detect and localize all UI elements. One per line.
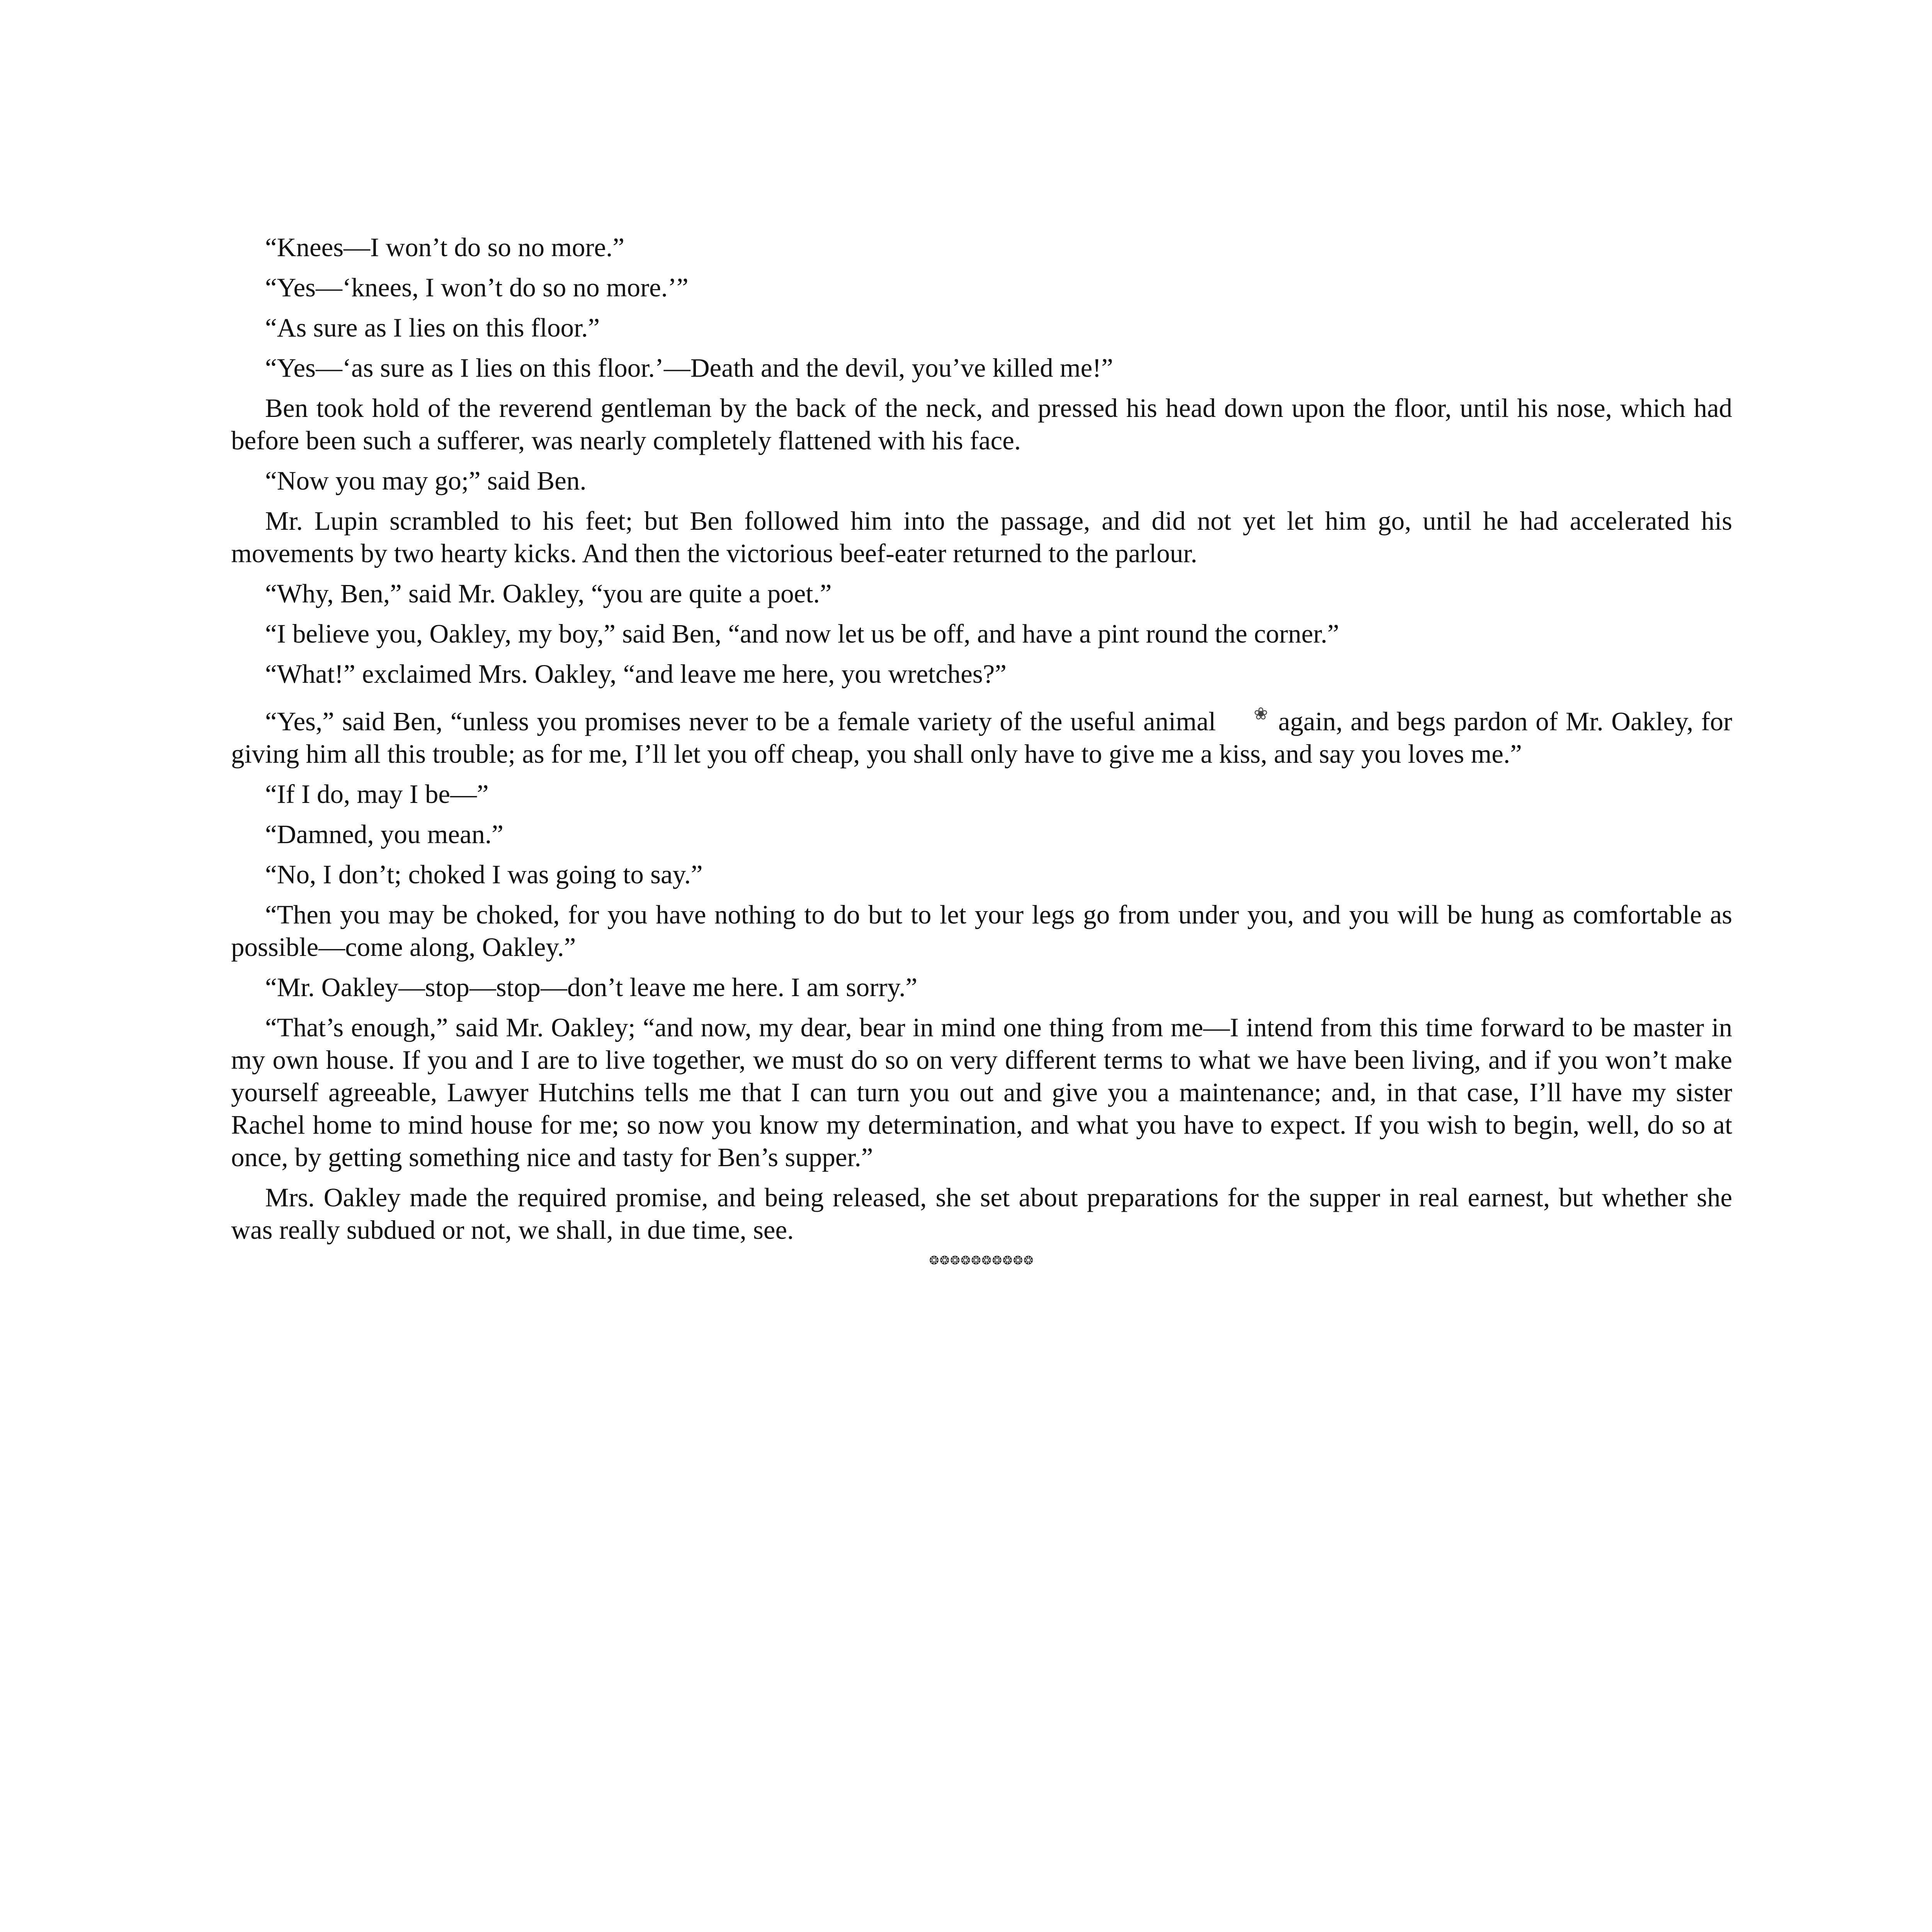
paragraph: “Now you may go;” said Ben. xyxy=(265,466,587,495)
paragraph: “That’s enough,” said Mr. Oakley; “and now, my dear, bear in mind one thing from me—I intend from this time forward to be master in my own house. If you and I are to live together, we must do so on very different terms to what we have been living, and if you won’t make yourself agreeable, Lawyer Hutchins tells me that I can turn you out and give you a maintenance; and, in that case, I’ll have my sister Rachel home to mind house for me; so now you know my determination, and what you have to expect. If you wish to begin, well, do so at once, by getting something nice and tasty for Ben’s supper.” xyxy=(231,1013,1732,1172)
paragraph-with-footnote xyxy=(231,698,1732,770)
paragraph: “What!” exclaimed Mrs. Oakley, “and leave me here, you wretches?” xyxy=(265,659,1007,689)
paragraph: “Mr. Oakley—stop—stop—don’t leave me here. I am sorry.” xyxy=(265,973,918,1002)
paragraph: “As sure as I lies on this floor.” xyxy=(265,313,600,342)
paragraph: Mrs. Oakley made the required promise, and being released, she set about preparations for the supper in real earnest, but whether she was really subdued or not, we shall, in due time, see. xyxy=(231,1183,1732,1245)
paragraph: “Why, Ben,” said Mr. Oakley, “you are quite a poet.” xyxy=(265,579,832,608)
paragraph: “No, I don’t; choked I was going to say.” xyxy=(265,860,703,889)
paragraph: “Damned, you mean.” xyxy=(265,820,503,849)
section-divider-ornament: ❂❂❂❂❂❂❂❂❂❂ xyxy=(929,1254,1034,1267)
paragraph: Ben took hold of the reverend gentleman by the back of the neck, and pressed his head down upon the floor, until his nose, which had before been such a sufferer, was nearly completely flattened with his face. xyxy=(231,393,1732,455)
footnote-marker-icon[interactable]: ❀ xyxy=(1253,704,1268,723)
paragraph: “Yes—‘knees, I won’t do so no more.’” xyxy=(265,273,689,302)
paragraph: “Yes—‘as sure as I lies on this floor.’—Death and the devil, you’ve killed me!” xyxy=(265,353,1113,383)
paragraph: Mr. Lupin scrambled to his feet; but Ben followed him into the passage, and did not yet let him go, until he had accelerated his movements by two hearty kicks. And then the victorious beef-eater returned to the parlour. xyxy=(231,506,1732,568)
paragraph: “I believe you, Oakley, my boy,” said Ben, “and now let us be off, and have a pint round the corner.” xyxy=(265,619,1339,648)
paragraph: “Knees—I won’t do so no more.” xyxy=(265,233,625,262)
paragraph: “If I do, may I be—” xyxy=(265,779,489,809)
paragraph-text-after: again, and begs pardon of Mr. Oakley, for giving him all this trouble; as for me, I’ll let you off cheap, you shall only have to give me a kiss, and say you loves me.” xyxy=(231,707,1732,769)
paragraph: “Then you may be choked, for you have nothing to do but to let your legs go from under you, and you will be hung as comfortable as possible—come along, Oakley.” xyxy=(231,900,1732,962)
paragraph-text-before: “Yes,” said Ben, “unless you promises never to be a female variety of the useful animal xyxy=(265,707,1216,736)
text-body xyxy=(231,231,1732,1267)
